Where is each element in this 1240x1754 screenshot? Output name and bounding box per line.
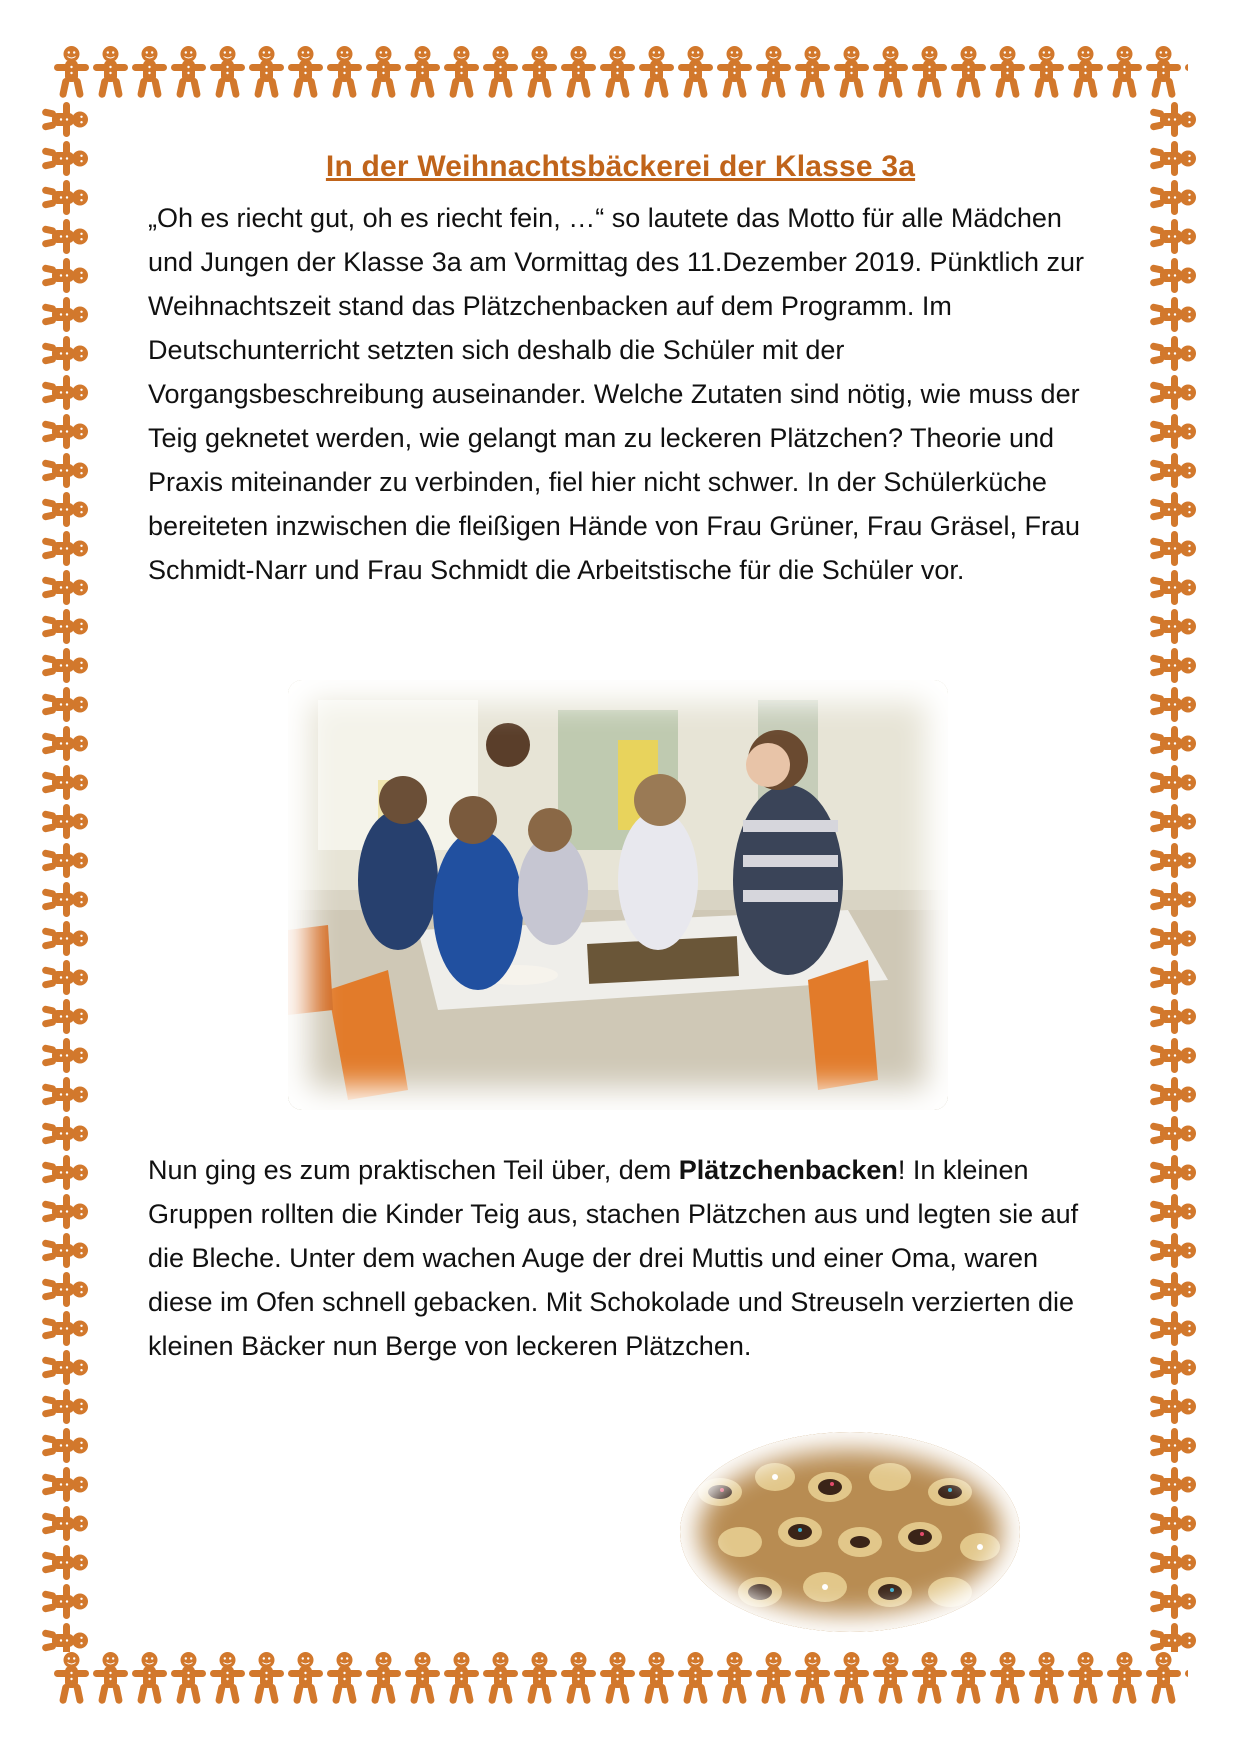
baking-paragraph bbox=[148, 1148, 1093, 1368]
gingerbread-border-bottom bbox=[52, 1650, 1188, 1708]
photo-decorated-cookies bbox=[680, 1432, 1020, 1632]
article bbox=[148, 150, 1093, 592]
photo-baking-classroom bbox=[288, 680, 948, 1110]
baking-paragraph-start: Nun ging es zum praktischen Teil über, dem bbox=[148, 1155, 679, 1185]
page-title: In der Weihnachtsbäckerei der Klasse 3a bbox=[325, 150, 916, 183]
intro-paragraph: „Oh es riecht gut, oh es riecht fein, …“ so lautete das Motto für alle Mädchen und Jungen der Klasse 3a am Vormittag des 11.Dezember 2019. Pünktlich zur Weihnachtszeit stand das Plätzchenbacken auf dem Programm. Im Deutschunterricht setzten sich deshalb die Schüler mit der Vorgangsbeschreibung auseinander. Welche Zutaten sind nötig, wie muss der Teig geknetet werden, wie gelangt man zu leckeren Plätzchen? Theorie und Praxis miteinander zu verbinden, fiel hier nicht schwer. In der Schülerküche bereiteten inzwischen die fleißigen Hände von Frau Grüner, Frau Gräsel, Frau Schmidt-Narr und Frau Schmidt die Arbeitstische für die Schüler vor. bbox=[148, 203, 1085, 585]
gingerbread-border-left bbox=[40, 100, 90, 1652]
gingerbread-border-right bbox=[1148, 100, 1198, 1652]
border-bottom bbox=[52, 1650, 1188, 1708]
photo-baking-classroom-fade bbox=[288, 680, 948, 1110]
border-left bbox=[40, 100, 90, 1652]
photo-decorated-cookies-fade bbox=[680, 1432, 1020, 1632]
baking-paragraph-end: ! In kleinen Gruppen rollten die Kinder Teig aus, stachen Plätzchen aus und legten sie auf die Bleche. Unter dem wachen Auge der drei Muttis und einer Oma, waren diese im Ofen schnell gebacken. Mit Schokolade und Streuseln verzierten die kleinen Bäcker nun Berge von leckeren Plätzchen. bbox=[148, 1155, 1079, 1361]
baking-paragraph-container bbox=[148, 1148, 1093, 1368]
border-right bbox=[1148, 100, 1198, 1652]
gingerbread-border-top bbox=[52, 44, 1188, 102]
baking-paragraph-highlight: Plätzchenbacken bbox=[678, 1155, 898, 1185]
border-top bbox=[52, 44, 1188, 102]
